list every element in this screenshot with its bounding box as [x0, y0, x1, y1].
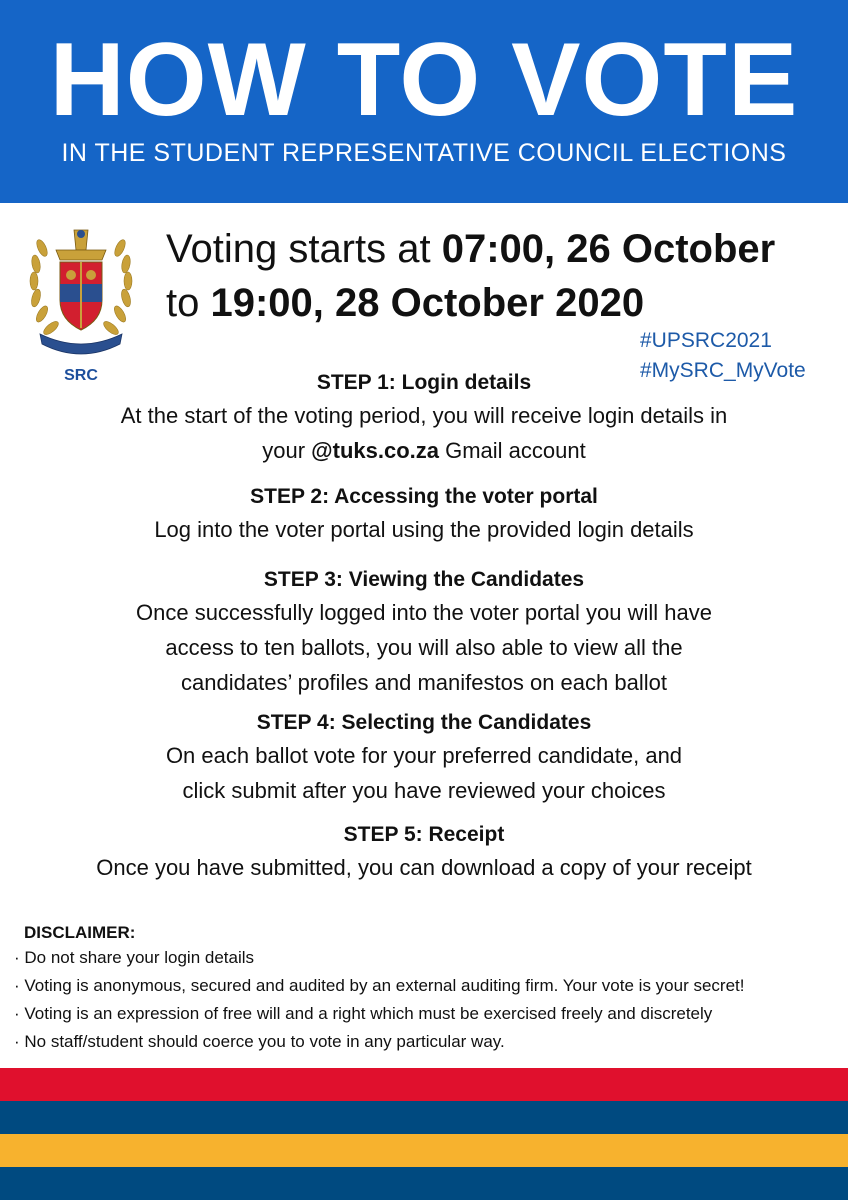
- header-banner: [0, 0, 848, 203]
- voting-end-time: 19:00, 28 October 2020: [210, 281, 645, 325]
- logo-label: SRC: [64, 367, 98, 384]
- step-1-text: At the start of the voting period, you will receive login details in your @tuks.co.za Gmail account: [120, 403, 728, 463]
- voting-start-line: Voting starts at 07:00, 26 October: [166, 227, 776, 271]
- stripe-navy: [0, 1101, 848, 1134]
- hashtag-mysrc: #MySRC_MyVote: [640, 359, 806, 382]
- step-3: [20, 565, 828, 700]
- step-1: [20, 368, 828, 468]
- src-crest-logo: [26, 220, 136, 390]
- step-5: [20, 820, 828, 885]
- stripe-red: [0, 1068, 848, 1101]
- step-4-title: STEP 4: Selecting the Candidates: [256, 711, 592, 734]
- stripe-navy-bottom: [0, 1167, 848, 1200]
- step-1-title: STEP 1: Login details: [316, 371, 532, 394]
- step-3-text: Once successfully logged into the voter portal you will have access to ten ballots, you will also able to view all the candidates’ profiles and manifestos on each ballot: [136, 600, 712, 695]
- step-5-title: STEP 5: Receipt: [343, 823, 505, 846]
- step-2-text: Log into the voter portal using the provided login details: [154, 517, 694, 542]
- disclaimer-title: DISCLAIMER:: [24, 923, 136, 942]
- page-subtitle: IN THE STUDENT REPRESENTATIVE COUNCIL ELECTIONS: [61, 139, 787, 167]
- disclaimer-item: · Voting is an expression of free will and a right which must be exercised freely and discretely: [14, 1004, 713, 1023]
- voting-end-line: to 19:00, 28 October 2020: [166, 281, 645, 325]
- step-5-text: Once you have submitted, you can download a copy of your receipt: [96, 855, 752, 880]
- step-4: [20, 708, 828, 808]
- step-4-text: On each ballot vote for your preferred candidate, and click submit after you have reviewed your choices: [165, 743, 683, 803]
- stripe-gold: [0, 1134, 848, 1167]
- hashtag-upsrc: #UPSRC2021: [640, 329, 772, 352]
- page-title: HOW TO VOTE: [49, 22, 799, 138]
- disclaimer: [14, 922, 844, 1056]
- disclaimer-item: · Voting is anonymous, secured and audited by an external auditing firm. Your vote is your secret!: [14, 976, 745, 995]
- voting-start-time: 07:00, 26 October: [441, 227, 776, 271]
- disclaimer-item: · Do not share your login details: [14, 948, 255, 967]
- disclaimer-item: · No staff/student should coerce you to vote in any particular way.: [14, 1032, 505, 1051]
- step-2-title: STEP 2: Accessing the voter portal: [250, 485, 598, 508]
- voting-dates: [166, 222, 836, 330]
- step-3-title: STEP 3: Viewing the Candidates: [263, 568, 585, 591]
- step-2: [20, 482, 828, 547]
